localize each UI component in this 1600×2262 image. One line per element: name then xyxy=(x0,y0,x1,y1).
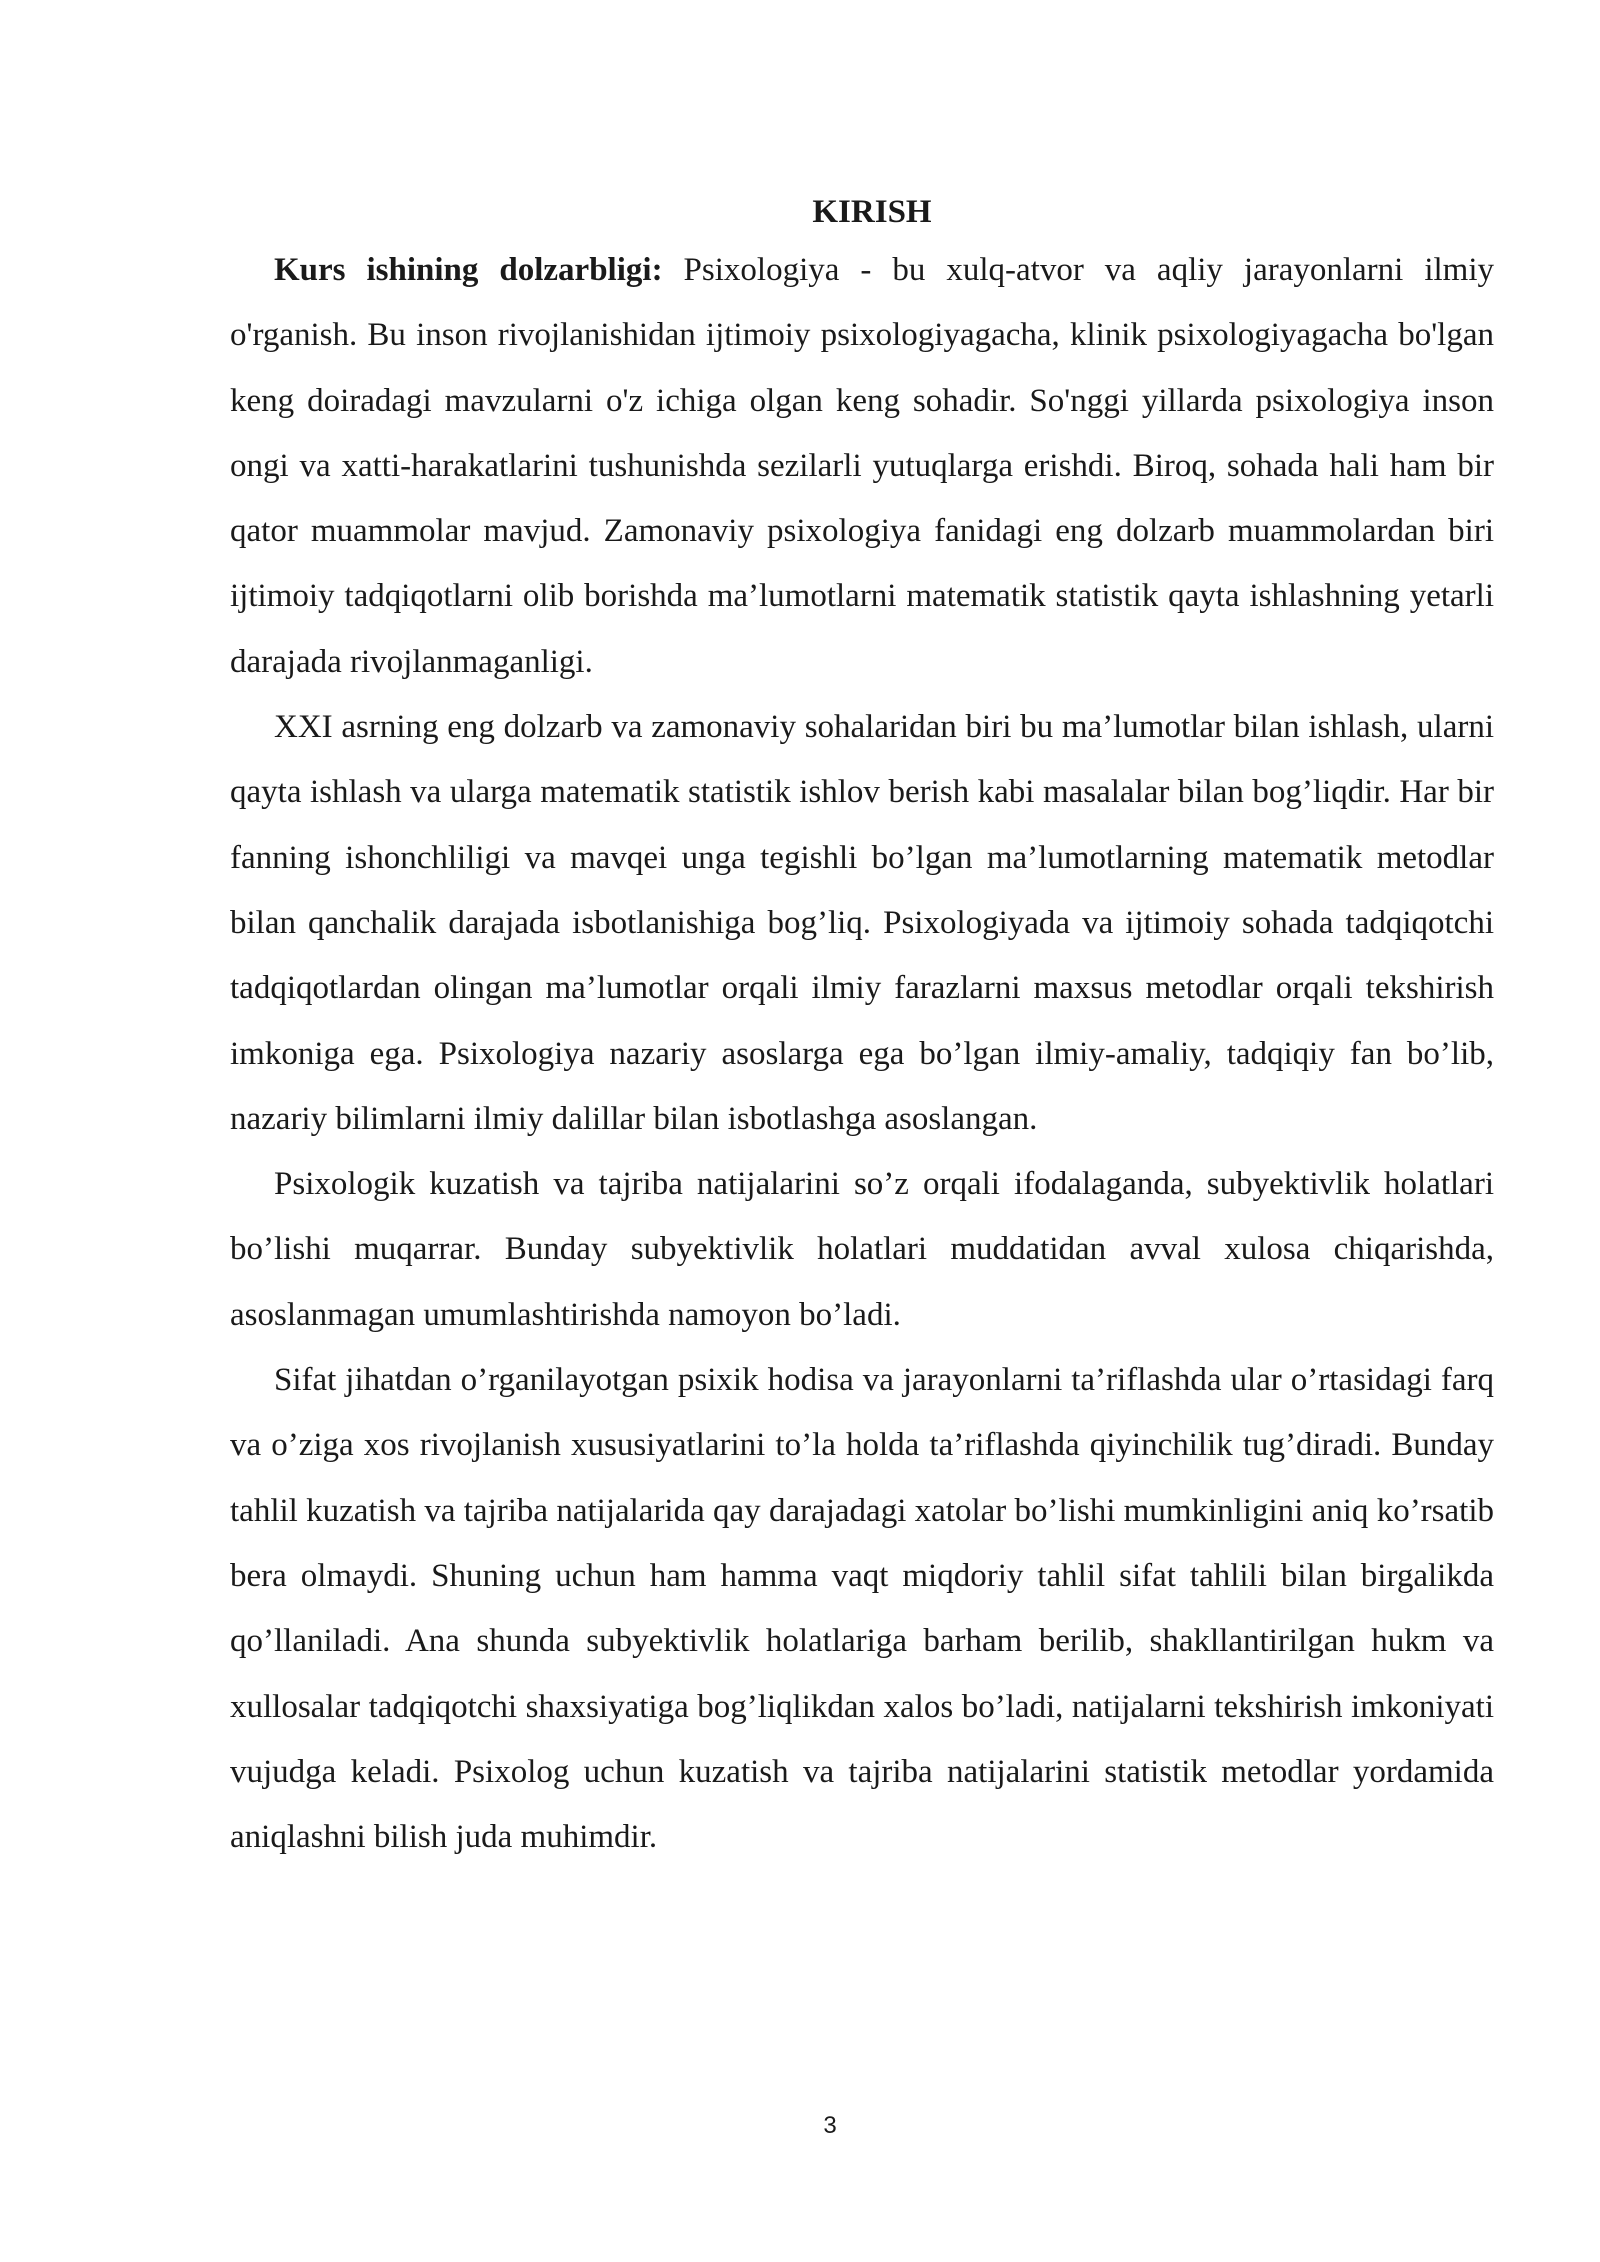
paragraph-relevance xyxy=(230,238,1494,695)
section-heading: KIRISH xyxy=(812,194,932,230)
page-content xyxy=(230,186,1494,1870)
paragraph-quality-analysis: Sifat jihatdan o’rganilayotgan psixik hodisa va jarayonlarni ta’riflashda ular o’rtasidagi farq va o’ziga xos rivojlanish xususiyatlarini to’la holda ta’riflashda qiyinchilik tug’diradi. Bunday tahlil kuzatish va tajriba natijalarida qay darajadagi xatolar bo’lishi mumkinligini aniq ko’rsatib bera olmaydi. Shuning uchun ham hamma vaqt miqdoriy tahlil sifat tahlili bilan birgalikda qo’llaniladi. Ana shunda subyektivlik holatlariga barham berilib, shakllantirilgan hukm va xullosalar tadqiqotchi shaxsiyatiga bog’liqlikdan xalos bo’ladi, natijalarni tekshirish imkoniyati vujudga keladi. Psixolog uchun kuzatish va tajriba natijalarini statistik metodlar yordamida aniqlashni bilish juda muhimdir. xyxy=(230,1362,1494,1856)
paragraph-subjectivity: Psixologik kuzatish va tajriba natijalarini so’z orqali ifodalaganda, subyektivlik holatlari bo’lishi muqarrar. Bunday subyektivlik holatlari muddatidan avval xulosa chiqarishda, asoslanmagan umumlashtirishda namoyon bo’ladi. xyxy=(230,1166,1494,1333)
paragraph-lead: Kurs ishining dolzarbligi: xyxy=(274,252,663,288)
page-number: 3 xyxy=(823,2112,837,2139)
paragraph-data-work: XXI asrning eng dolzarb va zamonaviy sohalaridan biri bu ma’lumotlar bilan ishlash, ularni qayta ishlash va ularga matematik statistik ishlov berish kabi masalalar bilan bog’liqdir. Har bir fanning ishonchliligi va mavqei unga tegishli bo’lgan ma’lumotlarning matematik metodlar bilan qanchalik darajada isbotlanishiga bog’liq. Psixologiyada va ijtimoiy sohada tadqiqotchi tadqiqotlardan olingan ma’lumotlar orqali ilmiy farazlarni maxsus metodlar orqali tekshirish imkoniga ega. Psixologiya nazariy asoslarga ega bo’lgan ilmiy-amaliy, tadqiqiy fan bo’lib, nazariy bilimlarni ilmiy dalillar bilan isbotlashga asoslangan. xyxy=(230,709,1494,1137)
paragraph-text: Psixologiya - bu xulq-atvor va aqliy jarayonlarni ilmiy o'rganish. Bu inson rivojlanishidan ijtimoiy psixologiyagacha, klinik psixologiyagacha bo'lgan keng doiradagi mavzularni o'z ichiga olgan keng sohadir. So'nggi yillarda psixologiya inson ongi va xatti-harakatlarini tushunishda sezilarli yutuqlarga erishdi. Biroq, sohada hali ham bir qator muammolar mavjud. Zamonaviy psixologiya fanidagi eng dolzarb muammolardan biri ijtimoiy tadqiqotlarni olib borishda ma’lumotlarni matematik statistik qayta ishlashning yetarli darajada rivojlanmaganligi. xyxy=(230,252,1494,680)
